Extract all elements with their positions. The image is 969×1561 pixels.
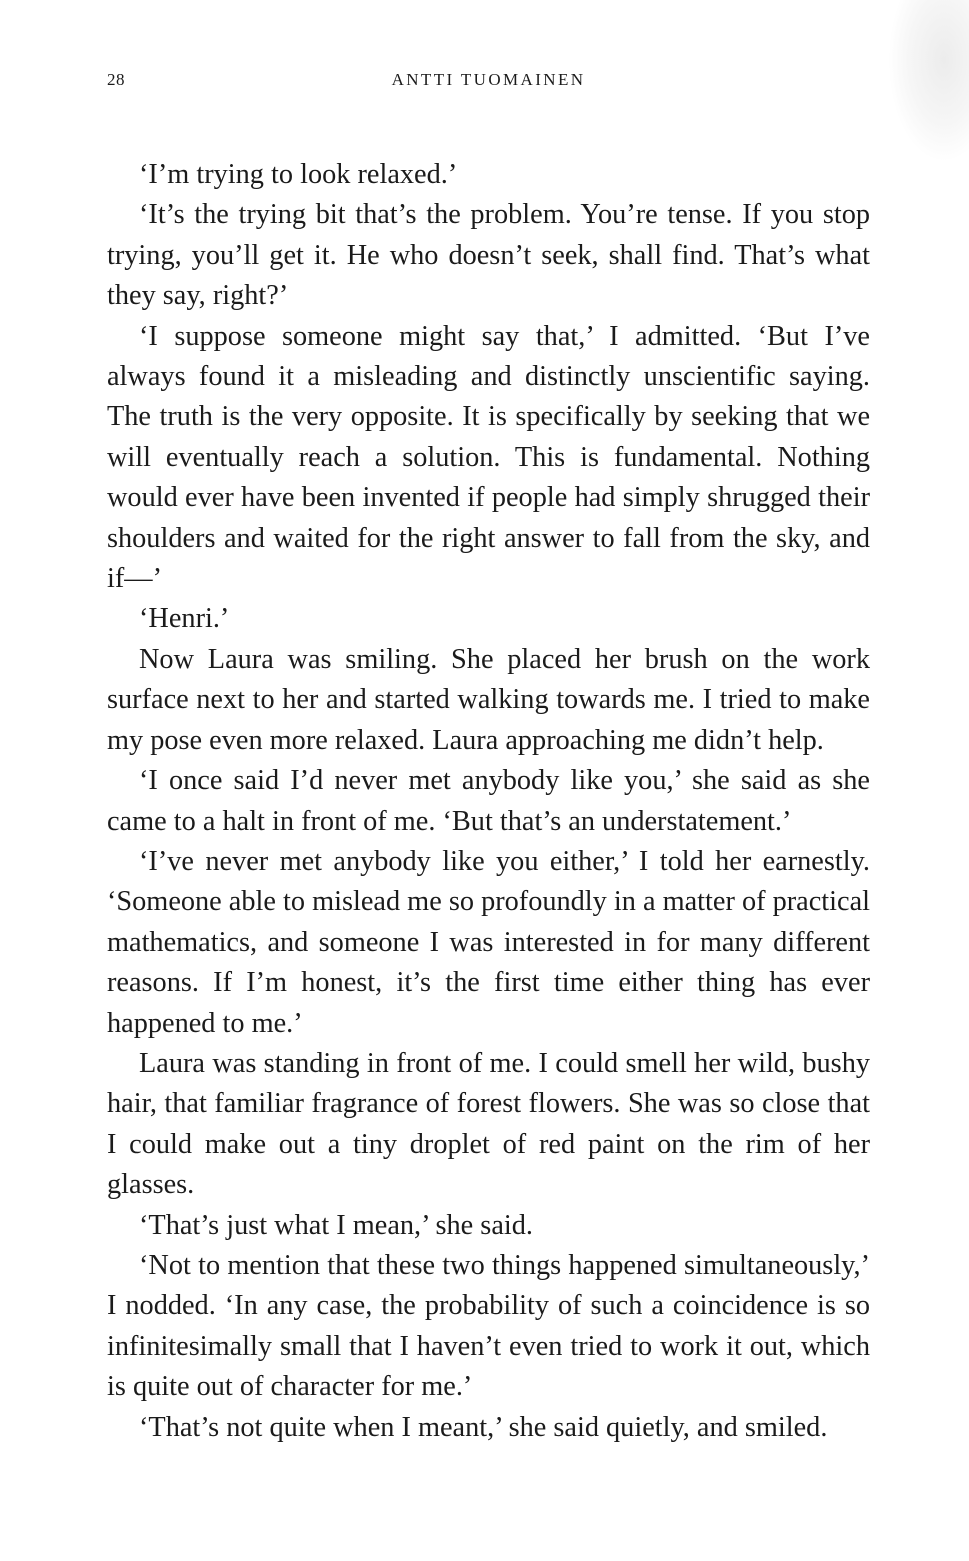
paragraph: ‘That’s just what I mean,’ she said. xyxy=(139,1209,533,1241)
paragraph: ‘I suppose someone might say that,’ I admitted. ‘But I’ve always found it a misleading and distinctly unscientific saying. The truth is the very opposite. It is specifically by seeking that we will eventually reach a solution. This is fundamental. Nothing would ever have been invented if people had simply shrugged their shoulders and waited for the right answer to fall from the sky, and if—’ xyxy=(107,320,870,595)
paragraph: ‘I’ve never met anybody like you either,’ I told her earnestly. ‘Someone able to mislead me so profoundly in a matter of practical mathematics, and someone I was interested in for many different reasons. If I’m honest, it’s the first time either thing has ever happened to me.’ xyxy=(107,845,870,1039)
paragraph: ‘Henri.’ xyxy=(139,603,230,635)
running-head xyxy=(107,70,870,94)
paragraph: ‘Not to mention that these two things happened simultaneously,’ I nodded. ‘In any case, the probability of such a coincidence is so infinitesimally small that I haven’t even tried to work it out, which is quite out of character for me.’ xyxy=(107,1249,870,1403)
paragraph: ‘I’m trying to look relaxed.’ xyxy=(139,159,458,190)
paragraph: ‘It’s the trying bit that’s the problem. You’re tense. If you stop trying, you’ll get it. He who doesn’t seek, shall find. That’s what they say, right?’ xyxy=(107,199,870,312)
page-corner-shadow xyxy=(889,0,969,160)
paragraph: ‘That’s not quite when I meant,’ she said quietly, and smiled. xyxy=(139,1411,828,1443)
author-name: ANTTI TUOMAINEN xyxy=(391,70,586,89)
body-text xyxy=(107,155,870,1448)
paragraph: Now Laura was smiling. She placed her brush on the work surface next to her and started walking towards me. I tried to make my pose even more relaxed. Laura approaching me didn’t help. xyxy=(107,643,870,756)
page-number: 28 xyxy=(107,70,125,89)
paragraph: Laura was standing in front of me. I could smell her wild, bushy hair, that familiar fragrance of forest flowers. She was so close that I could make out a tiny droplet of red paint on the rim of her glasses. xyxy=(107,1047,870,1201)
paragraph: ‘I once said I’d never met anybody like you,’ she said as she came to a halt in front of me. ‘But that’s an understatement.’ xyxy=(107,765,870,837)
